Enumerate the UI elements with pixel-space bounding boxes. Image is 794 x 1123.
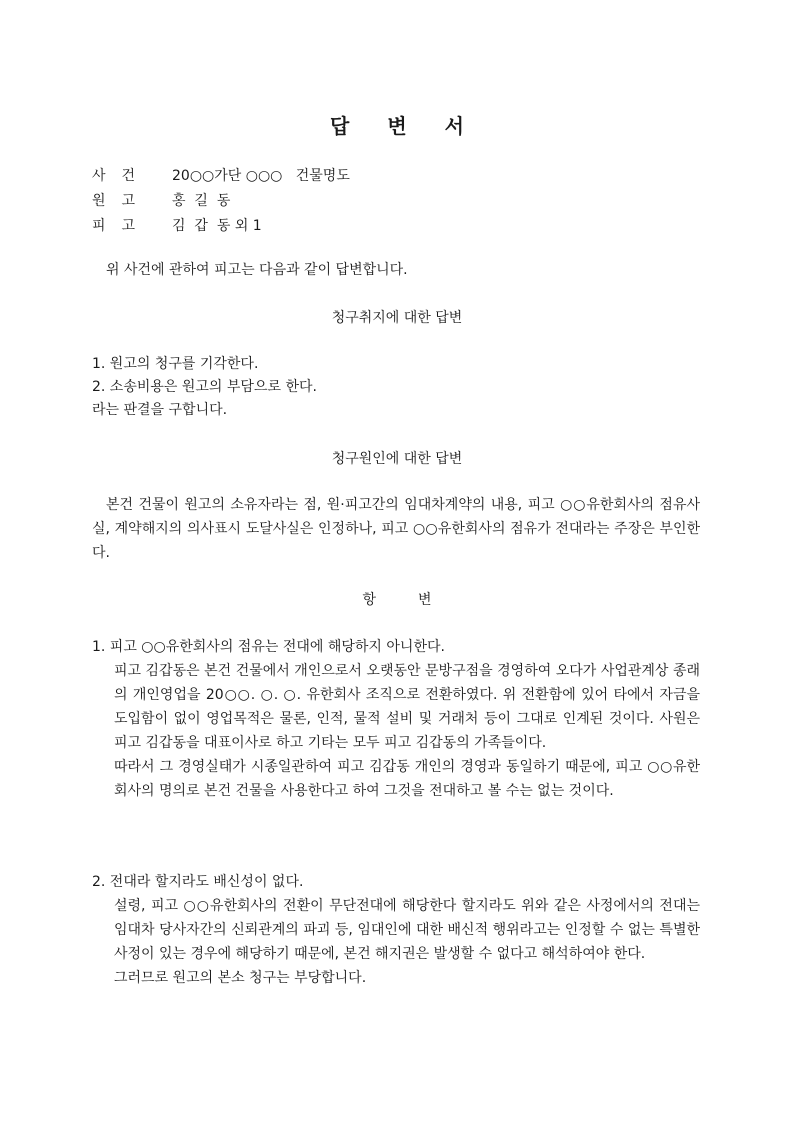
defense-point-1 <box>92 635 700 803</box>
plaintiff-label: 원고 <box>92 193 152 209</box>
defendant-value: 김 갑 동 외 1 <box>172 218 262 234</box>
claim-item: 1. 원고의 청구를 기각한다. <box>92 356 259 372</box>
claim-item: 라는 판결을 구합니다. <box>92 402 228 418</box>
cause-paragraph: 본건 건물이 원고의 소유자라는 점, 원·피고간의 임대차계약의 내용, 피고 ○○유한회사의 점유사실, 계약해지의 의사표시 도달사실은 인정하나, 피고 ○○유한회사의 점유가 전대라는 주장은 부인한다. <box>92 497 700 561</box>
defense-point-paragraph: 피고 김갑동은 본건 건물에서 개인으로서 오랫동안 문방구점을 경영하여 오다가 사업관계상 종래의 개인영업을 20○○. ○. ○. 유한회사 조직으로 전환하였다. 위 전환함에 있어 타에서 자금을 도입함이 없이 영업목적은 물론, 인적, 물적 설비 및 거래처 등이 그대로 인계된 것이다. 사원은 피고 김갑동을 대표이사로 하고 기타는 모두 피고 김갑동의 가족들이다. <box>114 663 700 751</box>
claim-list <box>92 353 712 422</box>
case-value: 20○○가단 ○○○ 건물명도 <box>172 168 350 184</box>
intro-text: 위 사건에 관하여 피고는 다음과 같이 답변합니다. <box>106 262 408 278</box>
case-row-plaintiff <box>92 190 712 215</box>
defense-point-paragraph: 따라서 그 경영실태가 시종일관하여 피고 김갑동 개인의 경영과 동일하기 때문에, 피고 ○○유한회사의 명의로 본건 건물을 사용한다고 하여 그것을 전대하고 볼 수는 없는 것이다. <box>114 759 700 799</box>
defense-point-title: 2. 전대라 할지라도 배신성이 없다. <box>92 874 304 890</box>
document-title: 답변서 <box>330 114 502 138</box>
case-info <box>92 165 712 240</box>
defense-section-heading: 항변 <box>362 592 474 608</box>
claim-item: 2. 소송비용은 원고의 부담으로 한다. <box>92 379 317 395</box>
case-row-defendant <box>92 215 712 240</box>
defense-point-2 <box>92 870 700 990</box>
cause-section-heading: 청구원인에 대한 답변 <box>331 451 463 467</box>
claim-section-heading: 청구취지에 대한 답변 <box>331 310 463 326</box>
defense-point-title: 1. 피고 ○○유한회사의 점유는 전대에 해당하지 아니한다. <box>92 639 445 655</box>
case-label: 사건 <box>92 168 152 184</box>
case-row-case <box>92 165 712 190</box>
defense-point-paragraph: 설령, 피고 ○○유한회사의 전환이 무단전대에 해당한다 할지라도 위와 같은 사정에서의 전대는 임대차 당사자간의 신뢰관계의 파괴 등, 임대인에 대한 배신적 행위라고는 인정할 수 없는 특별한 사정이 있는 경우에 해당하기 때문에, 본건 해지권은 발생할 수 없다고 해석하여야 한다. <box>114 898 700 962</box>
plaintiff-value: 홍 길 동 <box>172 193 231 209</box>
defendant-label: 피고 <box>92 218 152 234</box>
defense-point-paragraph: 그러므로 원고의 본소 청구는 부당합니다. <box>114 970 367 986</box>
